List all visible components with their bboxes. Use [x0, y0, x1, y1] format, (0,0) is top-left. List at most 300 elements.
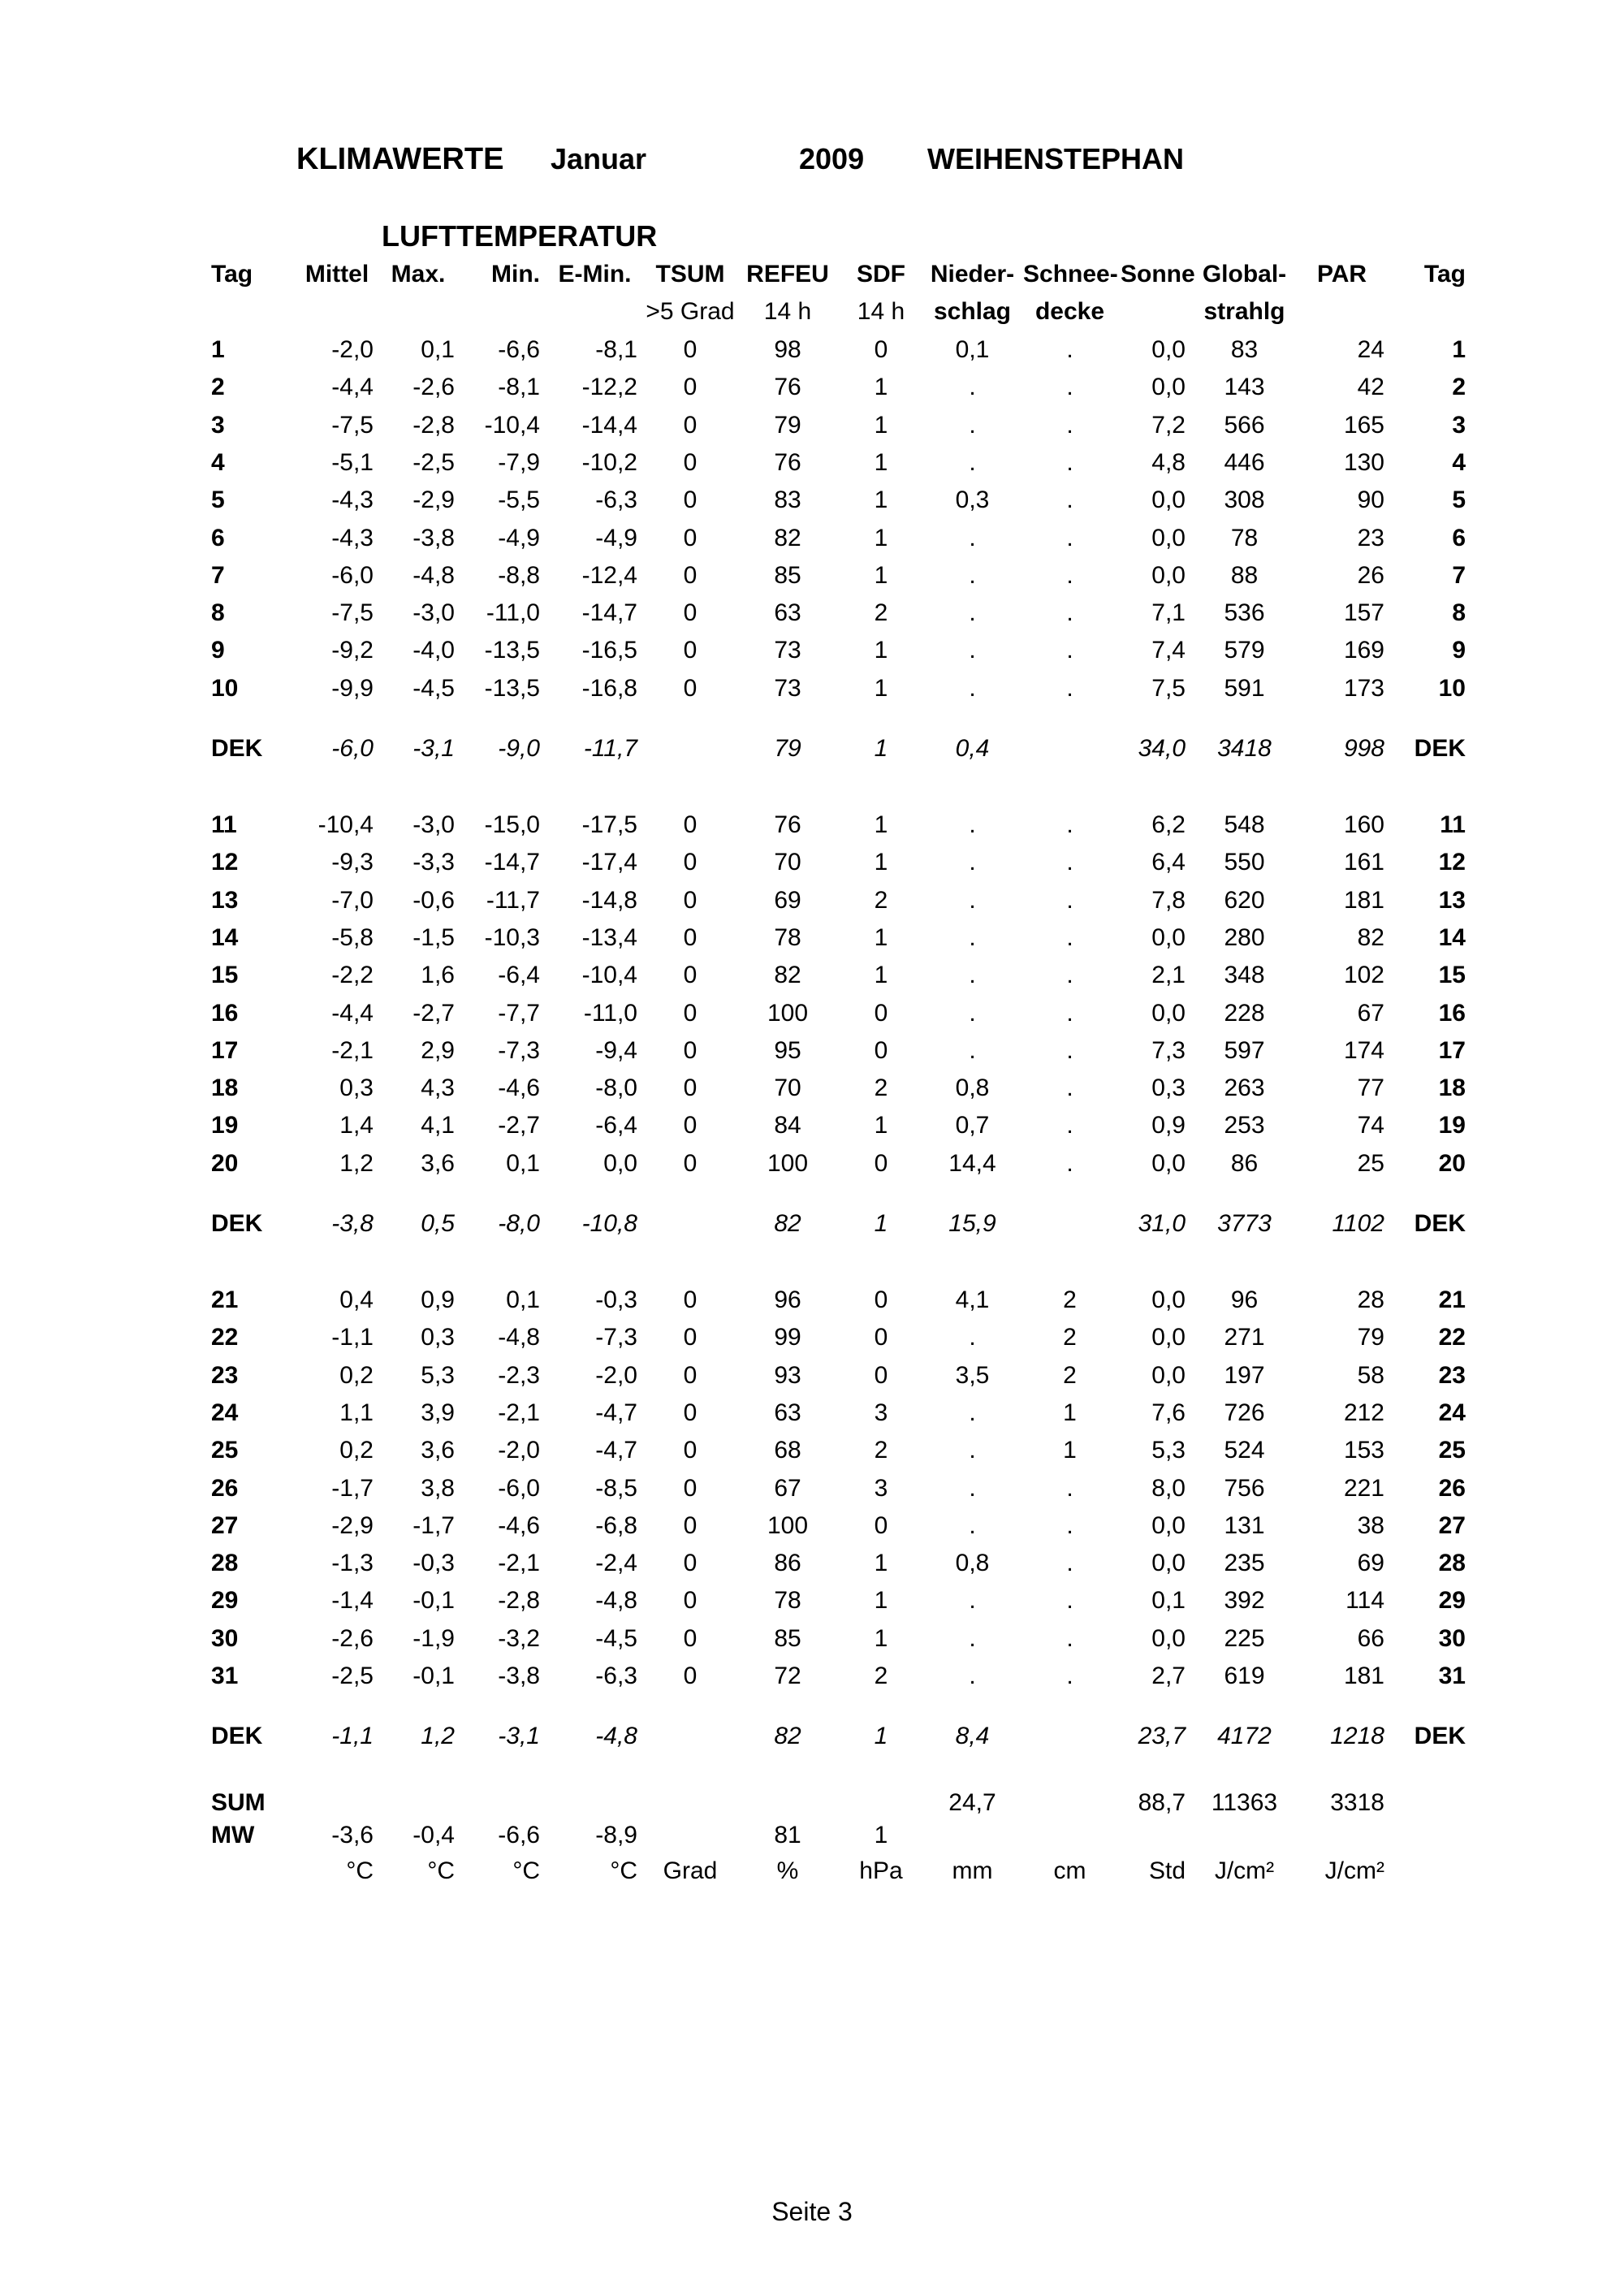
cell-sdf: 0: [874, 1036, 888, 1064]
cell-mean: -4,3: [331, 524, 374, 551]
cell-sdf: 14 h: [857, 298, 905, 325]
cell-emin: -6,8: [595, 1511, 637, 1539]
cell-precip: 0,1: [955, 336, 990, 363]
cell-refeu: 78: [774, 923, 801, 951]
cell-min: -8,0: [498, 1210, 540, 1237]
table-row: [0, 997, 1624, 1035]
cell-par: 181: [1343, 886, 1384, 914]
cell-sdf: 1: [874, 735, 888, 762]
cell-precip: 0,4: [955, 735, 990, 762]
cell-precip: .: [969, 1399, 976, 1426]
cell-sdf: 1: [874, 561, 888, 589]
table-row: [0, 634, 1624, 672]
cell-tsum: 0: [683, 637, 698, 664]
cell-min: -14,7: [484, 849, 540, 876]
cell-snow: .: [1066, 1474, 1073, 1502]
cell-snow: .: [1066, 999, 1073, 1027]
cell-par: 1102: [1332, 1210, 1384, 1237]
cell-day-right: 11: [1440, 811, 1466, 838]
cell-sdf: 0: [874, 1324, 888, 1351]
cell-sdf: 1: [874, 962, 888, 989]
decade-summary-row: [0, 1720, 1624, 1758]
cell-emin: -13,4: [581, 923, 637, 951]
cell-par: PAR: [1316, 261, 1367, 288]
cell-global: 3418: [1217, 735, 1272, 762]
cell-global: 11363: [1211, 1789, 1278, 1816]
cell-refeu: 69: [774, 886, 801, 914]
cell-sdf: 0: [874, 336, 888, 363]
cell-snow: .: [1066, 1624, 1073, 1652]
cell-refeu: 98: [774, 336, 801, 363]
cell-tsum: >5 Grad: [646, 298, 735, 325]
table-row: [0, 1109, 1624, 1147]
cell-par: 181: [1343, 1663, 1384, 1689]
table-row: [0, 371, 1624, 409]
cell-emin: -11,7: [583, 735, 637, 762]
cell-max: -3,0: [412, 811, 455, 838]
cell-day-right: DEK: [1414, 735, 1466, 762]
cell-precip: 14,4: [948, 1149, 996, 1177]
mean-row: [0, 1819, 1624, 1857]
cell-precip: .: [969, 1511, 976, 1539]
cell-day: 9: [211, 637, 225, 664]
cell-global: 597: [1224, 1036, 1265, 1064]
cell-global: 524: [1224, 1437, 1265, 1464]
cell-precip: 4,1: [955, 1286, 990, 1313]
cell-emin: 0,0: [603, 1149, 637, 1177]
cell-tsum: 0: [683, 1437, 698, 1464]
cell-precip: .: [969, 999, 976, 1027]
cell-emin: -8,1: [595, 336, 637, 363]
cell-day: 14: [211, 923, 239, 951]
cell-max: 5,3: [421, 1361, 455, 1389]
cell-sun: 0,0: [1151, 1624, 1186, 1652]
cell-day: MW: [211, 1822, 255, 1848]
cell-snow: Schnee-: [1023, 261, 1118, 288]
cell-min: -3,8: [498, 1663, 540, 1689]
cell-precip: .: [969, 599, 976, 627]
cell-day: 13: [211, 886, 239, 914]
cell-par: 26: [1357, 561, 1384, 589]
cell-tsum: 0: [683, 1550, 698, 1577]
cell-snow: 2: [1063, 1324, 1077, 1351]
cell-min: 0,1: [506, 1149, 540, 1177]
table-row: [0, 959, 1624, 997]
cell-max: -1,5: [412, 923, 455, 951]
cell-par: 23: [1357, 524, 1384, 551]
cell-par: 77: [1357, 1074, 1384, 1102]
cell-mean: -5,8: [331, 923, 374, 951]
cell-precip: .: [969, 411, 976, 439]
cell-day: 8: [211, 599, 225, 627]
cell-min: -4,9: [498, 524, 540, 551]
cell-sdf: 0: [874, 1361, 888, 1389]
cell-sun: 0,0: [1151, 524, 1186, 551]
cell-precip: .: [969, 1624, 976, 1652]
cell-min: -13,5: [484, 674, 540, 702]
cell-par: 67: [1357, 999, 1384, 1027]
cell-refeu: 78: [774, 1587, 801, 1615]
table-row: [0, 1434, 1624, 1472]
cell-sun: 88,7: [1138, 1789, 1186, 1816]
cell-par: 173: [1343, 674, 1384, 702]
cell-snow: .: [1066, 448, 1073, 476]
cell-mean: 0,2: [339, 1361, 374, 1389]
cell-refeu: 76: [774, 811, 801, 838]
cell-min: °C: [512, 1857, 540, 1884]
cell-day: 11: [211, 811, 237, 838]
cell-max: 3,6: [421, 1149, 455, 1177]
cell-par: 82: [1357, 923, 1384, 951]
cell-refeu: 68: [774, 1437, 801, 1464]
cell-par: 153: [1343, 1437, 1384, 1464]
cell-mean: -4,4: [331, 999, 374, 1027]
table-row: [0, 484, 1624, 521]
cell-sun: 4,8: [1151, 448, 1186, 476]
cell-day-right: 30: [1438, 1624, 1466, 1652]
cell-precip: .: [969, 674, 976, 702]
cell-sun: 6,2: [1151, 811, 1186, 838]
cell-mean: -2,6: [331, 1624, 374, 1652]
cell-min: -11,7: [486, 886, 540, 914]
cell-sdf: 1: [874, 411, 888, 439]
cell-global: Global-: [1202, 261, 1287, 288]
cell-global: 96: [1230, 1286, 1259, 1313]
cell-max: °C: [427, 1857, 455, 1884]
cell-day-right: 22: [1438, 1324, 1466, 1351]
cell-day-right: 18: [1438, 1074, 1466, 1102]
cell-day: 28: [211, 1550, 239, 1577]
cell-day-right: 13: [1438, 886, 1466, 914]
cell-max: 0,9: [421, 1286, 455, 1313]
cell-snow: .: [1066, 1112, 1073, 1139]
decade-summary-row: [0, 733, 1624, 770]
cell-snow: .: [1066, 1550, 1073, 1577]
cell-par: 42: [1357, 374, 1384, 401]
cell-emin: -12,2: [581, 374, 637, 401]
cell-tsum: 0: [683, 1663, 698, 1689]
cell-day: 21: [211, 1286, 239, 1313]
cell-snow: .: [1066, 962, 1073, 989]
cell-par: 3318: [1330, 1789, 1384, 1816]
cell-global: 235: [1224, 1550, 1265, 1577]
cell-day: 2: [211, 374, 225, 401]
cell-sun: 7,3: [1151, 1036, 1186, 1064]
cell-global: 620: [1224, 886, 1265, 914]
cell-mean: -2,1: [331, 1036, 374, 1064]
cell-max: 0,3: [421, 1324, 455, 1351]
cell-day-right: 2: [1452, 374, 1466, 401]
cell-day: 18: [211, 1074, 239, 1102]
table-row: [0, 672, 1624, 710]
cell-par: 25: [1357, 1149, 1384, 1177]
cell-global: 4172: [1217, 1723, 1272, 1750]
cell-par: 38: [1357, 1511, 1384, 1539]
cell-emin: -4,9: [595, 524, 637, 551]
cell-sun: 0,0: [1151, 1324, 1186, 1351]
cell-mean: -9,9: [331, 674, 374, 702]
cell-mean: -1,1: [331, 1324, 374, 1351]
cell-min: -2,1: [498, 1550, 540, 1577]
cell-day-right: 9: [1452, 637, 1466, 664]
cell-day: DEK: [211, 735, 263, 762]
cell-emin: -2,4: [595, 1550, 637, 1577]
cell-max: -2,6: [412, 374, 455, 401]
cell-mean: -10,4: [317, 811, 374, 838]
cell-sun: 7,4: [1151, 637, 1186, 664]
cell-emin: °C: [610, 1857, 637, 1884]
cell-emin: -12,4: [581, 561, 637, 589]
cell-precip: .: [969, 561, 976, 589]
cell-min: -3,1: [498, 1723, 540, 1750]
cell-par: 130: [1343, 448, 1384, 476]
cell-snow: .: [1066, 1074, 1073, 1102]
decade-summary-row: [0, 1208, 1624, 1245]
cell-sun: 7,6: [1151, 1399, 1186, 1426]
cell-max: -3,0: [412, 599, 455, 627]
cell-day-right: 24: [1438, 1399, 1466, 1426]
cell-par: 102: [1343, 962, 1384, 989]
cell-tsum: 0: [683, 1324, 698, 1351]
cell-global: 228: [1224, 999, 1265, 1027]
cell-min: -7,7: [498, 999, 540, 1027]
cell-snow: .: [1066, 674, 1073, 702]
cell-day-right: 1: [1452, 336, 1466, 363]
cell-tsum: 0: [683, 561, 698, 589]
cell-day: 20: [211, 1149, 239, 1177]
cell-mean: 1,1: [339, 1399, 374, 1426]
cell-refeu: 100: [767, 1149, 809, 1177]
cell-sun: Std: [1148, 1857, 1186, 1884]
cell-sun: 2,1: [1151, 962, 1186, 989]
cell-max: -1,9: [412, 1624, 455, 1652]
cell-refeu: 85: [774, 561, 801, 589]
cell-sdf: 2: [874, 886, 888, 914]
cell-day: 3: [211, 411, 225, 439]
cell-global: 756: [1224, 1474, 1265, 1502]
cell-par: 169: [1343, 637, 1384, 664]
cell-sun: 0,0: [1151, 1361, 1186, 1389]
cell-sun: 0,0: [1151, 561, 1186, 589]
cell-day-right: 27: [1438, 1511, 1466, 1539]
cell-min: -6,6: [498, 336, 540, 363]
cell-day: DEK: [211, 1210, 263, 1237]
cell-tsum: TSUM: [655, 261, 725, 288]
cell-day: 31: [211, 1663, 239, 1689]
cell-par: 114: [1345, 1587, 1384, 1615]
cell-max: -4,5: [412, 674, 455, 702]
table-row: [0, 1035, 1624, 1072]
table-row: [0, 922, 1624, 959]
cell-global: 536: [1224, 599, 1265, 627]
cell-mean: -3,8: [331, 1210, 374, 1237]
cell-precip: 24,7: [948, 1789, 996, 1816]
cell-snow: .: [1066, 524, 1073, 551]
cell-snow: .: [1066, 886, 1073, 914]
table-row: [0, 560, 1624, 597]
cell-global: J/cm²: [1214, 1857, 1275, 1884]
cell-min: -8,1: [498, 374, 540, 401]
cell-min: -15,0: [484, 811, 540, 838]
cell-refeu: 100: [767, 1511, 809, 1539]
cell-par: J/cm²: [1324, 1857, 1384, 1884]
cell-day-right: 15: [1438, 962, 1466, 989]
cell-mean: -2,5: [331, 1663, 374, 1689]
cell-day: 4: [211, 448, 225, 476]
cell-refeu: 79: [774, 411, 801, 439]
cell-emin: -7,3: [595, 1324, 637, 1351]
cell-sdf: 1: [874, 1624, 888, 1652]
cell-emin: -14,7: [581, 599, 637, 627]
cell-min: -8,8: [498, 561, 540, 589]
cell-day-right: 6: [1452, 524, 1466, 551]
cell-global: 579: [1224, 637, 1265, 664]
cell-precip: schlag: [933, 298, 1012, 325]
cell-day: 25: [211, 1437, 239, 1464]
cell-par: 1218: [1330, 1723, 1384, 1750]
cell-sun: 0,0: [1151, 1149, 1186, 1177]
cell-refeu: 63: [774, 1399, 801, 1426]
cell-refeu: 76: [774, 448, 801, 476]
cell-tsum: 0: [683, 1286, 698, 1313]
cell-sdf: 1: [874, 849, 888, 876]
cell-emin: -8,9: [595, 1822, 637, 1848]
cell-precip: 0,8: [955, 1074, 990, 1102]
cell-emin: -6,4: [595, 1112, 637, 1139]
cell-sun: 23,7: [1138, 1723, 1186, 1750]
cell-mean: Mittel: [304, 261, 369, 288]
cell-emin: -8,0: [595, 1074, 637, 1102]
table-row: [0, 1510, 1624, 1547]
cell-precip: .: [969, 637, 976, 664]
units-row: [0, 1855, 1624, 1892]
cell-max: -1,7: [412, 1511, 455, 1539]
cell-max: 4,1: [421, 1112, 455, 1139]
cell-day-right: DEK: [1414, 1210, 1466, 1237]
cell-sun: 31,0: [1138, 1210, 1186, 1237]
cell-sun: 0,9: [1151, 1112, 1186, 1139]
cell-mean: 0,3: [339, 1074, 374, 1102]
cell-refeu: 85: [774, 1624, 801, 1652]
cell-tsum: 0: [683, 886, 698, 914]
cell-tsum: 0: [683, 1112, 698, 1139]
cell-snow: .: [1066, 811, 1073, 838]
cell-par: 174: [1343, 1036, 1384, 1064]
cell-min: -3,2: [498, 1624, 540, 1652]
cell-mean: °C: [346, 1857, 374, 1884]
cell-mean: -1,7: [331, 1474, 374, 1502]
cell-day: 16: [211, 999, 239, 1027]
cell-global: 253: [1224, 1112, 1265, 1139]
cell-sun: 5,3: [1151, 1437, 1186, 1464]
cell-snow: 2: [1063, 1361, 1077, 1389]
cell-par: 212: [1343, 1399, 1384, 1426]
cell-sun: 6,4: [1151, 849, 1186, 876]
cell-refeu: 82: [774, 524, 801, 551]
cell-sdf: 1: [874, 1587, 888, 1615]
cell-snow: .: [1066, 374, 1073, 401]
cell-refeu: 82: [774, 962, 801, 989]
cell-sdf: 1: [874, 1822, 888, 1848]
cell-par: 74: [1357, 1112, 1384, 1139]
cell-mean: 0,2: [339, 1437, 374, 1464]
cell-precip: mm: [952, 1857, 993, 1884]
cell-day-right: 25: [1438, 1437, 1466, 1464]
cell-day-right: 20: [1438, 1149, 1466, 1177]
cell-emin: -9,4: [595, 1036, 637, 1064]
cell-refeu: 82: [774, 1723, 801, 1750]
cell-mean: -1,4: [331, 1587, 374, 1615]
cell-tsum: 0: [683, 1074, 698, 1102]
cell-day-right: 28: [1438, 1550, 1466, 1577]
table-row: [0, 1360, 1624, 1397]
cell-max: 2,9: [421, 1036, 455, 1064]
cell-day: DEK: [211, 1723, 263, 1750]
cell-tsum: 0: [683, 599, 698, 627]
cell-max: 1,6: [421, 962, 455, 989]
page-number: Seite 3: [771, 2197, 853, 2226]
table-row: [0, 884, 1624, 922]
table-row: [0, 809, 1624, 846]
cell-min: -2,3: [498, 1361, 540, 1389]
cell-sdf: 1: [874, 1210, 888, 1237]
cell-emin: -4,8: [595, 1723, 637, 1750]
cell-precip: .: [969, 1324, 976, 1351]
cell-min: -4,6: [498, 1074, 540, 1102]
cell-sun: 0,0: [1151, 336, 1186, 363]
cell-refeu: 93: [774, 1361, 801, 1389]
cell-emin: -4,8: [595, 1587, 637, 1615]
cell-mean: -2,9: [331, 1511, 374, 1539]
cell-tsum: 0: [683, 1624, 698, 1652]
cell-global: 548: [1224, 811, 1265, 838]
cell-precip: 8,4: [955, 1723, 990, 1750]
cell-par: 69: [1357, 1550, 1384, 1577]
cell-day: 27: [211, 1511, 239, 1539]
cell-sdf: 3: [874, 1474, 888, 1502]
table-row: [0, 447, 1624, 484]
cell-par: 28: [1357, 1286, 1384, 1313]
cell-refeu: REFEU: [746, 261, 829, 288]
cell-global: 271: [1224, 1324, 1265, 1351]
cell-max: -2,8: [412, 411, 455, 439]
cell-par: 79: [1357, 1324, 1384, 1351]
cell-sdf: 0: [874, 999, 888, 1027]
table-row: [0, 1148, 1624, 1185]
cell-day-right: 26: [1438, 1474, 1466, 1502]
cell-emin: -10,8: [581, 1210, 637, 1237]
cell-sdf: 1: [874, 448, 888, 476]
cell-tsum: Grad: [663, 1857, 718, 1884]
cell-precip: 3,5: [955, 1361, 990, 1389]
cell-max: 3,6: [421, 1437, 455, 1464]
cell-emin: -10,4: [581, 962, 637, 989]
cell-global: 197: [1224, 1361, 1265, 1389]
cell-day-right: 10: [1438, 674, 1466, 702]
cell-max: -0,1: [412, 1663, 455, 1689]
cell-refeu: 100: [767, 999, 809, 1027]
cell-max: Max.: [391, 261, 446, 288]
cell-day-right: DEK: [1414, 1723, 1466, 1750]
cell-day-right: 21: [1438, 1286, 1466, 1313]
cell-max: 4,3: [421, 1074, 455, 1102]
cell-emin: -6,3: [595, 486, 637, 514]
cell-global: 280: [1224, 923, 1265, 951]
column-header-row: [0, 258, 1624, 296]
table-row: [0, 1547, 1624, 1585]
cell-refeu: 96: [774, 1286, 801, 1313]
cell-mean: 0,4: [339, 1286, 374, 1313]
